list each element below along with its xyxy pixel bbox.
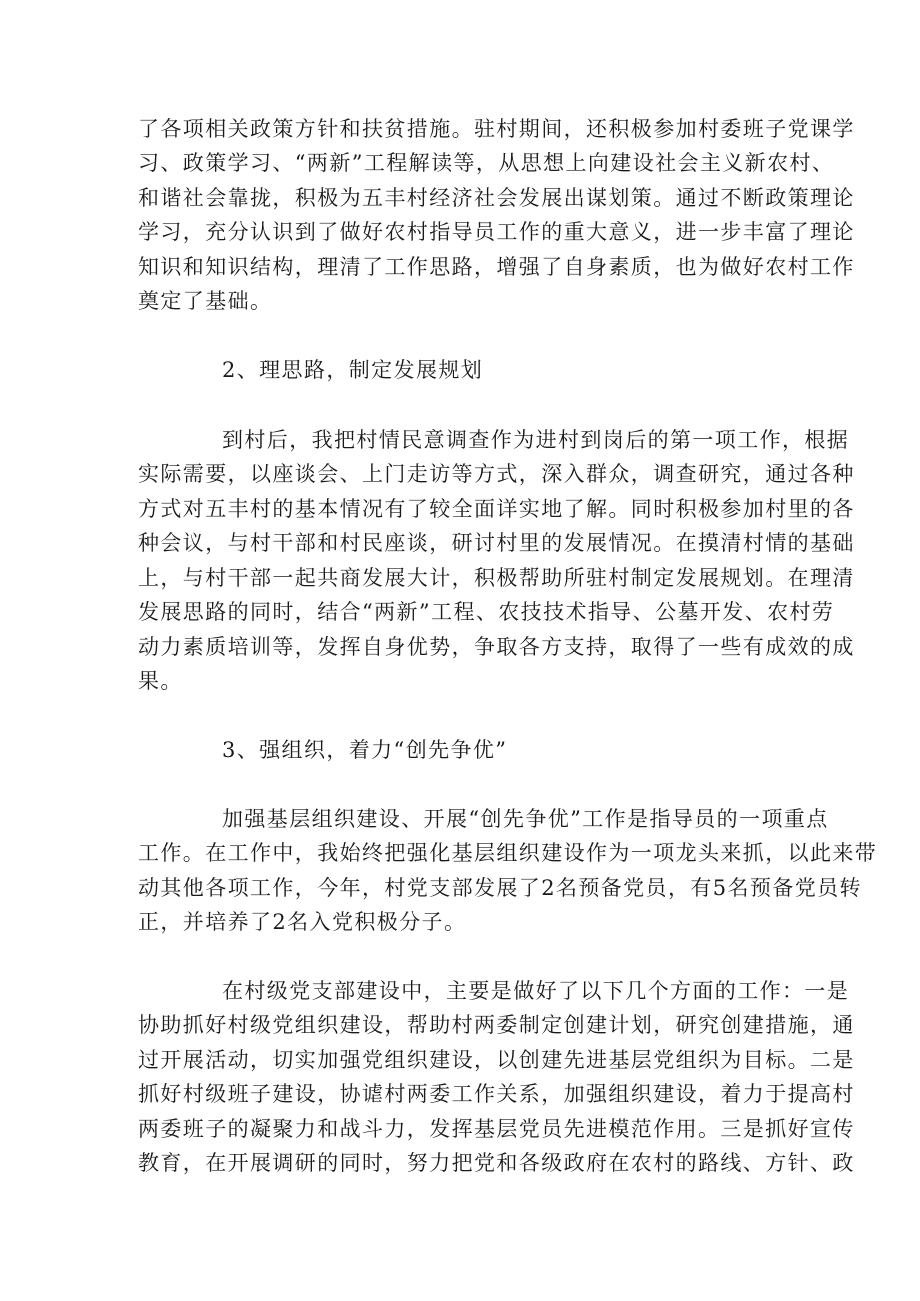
paragraph-3-line: 加强基层组织建设、开展“创先争优”工作是指导员的一项重点 (222, 807, 829, 831)
paragraph-2-line: 到村后，我把村情民意调查作为进村到岗后的第一项工作，根据 (222, 428, 850, 452)
paragraph-1-line: 习、政策学习、“两新”工程解读等，从思想上向建设社会主义新农村、 (138, 151, 835, 175)
paragraph-1-line: 了各项相关政策方针和扶贫措施。驻村期间，还积极参加村委班子党课学 (138, 117, 855, 141)
section-heading-2: 2、理思路，制定发展规划 (222, 358, 484, 382)
section-heading-3: 3、强组织，着力“创先争优” (222, 738, 508, 762)
paragraph-3-line: 工作。在工作中，我始终把强化基层组织建设作为一项龙头来抓，以此来带 (138, 841, 878, 865)
paragraph-4-line: 过开展活动，切实加强党组织建设，以创建先进基层党组织为目标。二是 (138, 1048, 855, 1072)
paragraph-3-line: 正，并培养了2名入党积极分子。 (138, 910, 467, 934)
paragraph-4-line: 抓好村级班子建设，协谑村两委工作关系，加强组织建设，着力于提高村 (138, 1082, 855, 1106)
paragraph-2-line: 上，与村干部一起共商发展大计，积极帮助所驻村制定发展规划。在理清 (138, 566, 855, 590)
paragraph-2-line: 实际需要，以座谈会、上门走访等方式，深入群众，调查研究，通过各种 (138, 462, 855, 486)
paragraph-1-line: 奠定了基础。 (138, 289, 273, 313)
paragraph-4-line: 在村级党支部建设中，主要是做好了以下几个方面的工作：一是 (222, 979, 850, 1003)
paragraph-4-line: 协助抓好村级党组织建设，帮助村两委制定创建计划，研究创建措施，通 (138, 1013, 855, 1037)
paragraph-4-line: 两委班子的凝聚力和战斗力，发挥基层党员先进模范作用。三是抓好宣传 (138, 1117, 855, 1141)
paragraph-1-line: 和谐社会靠拢，积极为五丰村经济社会发展出谋划策。通过不断政策理论 (138, 186, 855, 210)
paragraph-1-line: 知识和知识结构，理清了工作思路，增强了自身素质，也为做好农村工作 (138, 255, 855, 279)
paragraph-1-line: 学习，充分认识到了做好农村指导员工作的重大意义，进一步丰富了理论 (138, 220, 855, 244)
paragraph-4-line: 教育，在开展调研的同时，努力把党和各级政府在农村的路线、方针、政 (138, 1151, 855, 1175)
paragraph-2-line: 种会议，与村干部和村民座谈，研讨村里的发展情况。在摸清村情的基础 (138, 531, 855, 555)
paragraph-2-line: 方式对五丰村的基本情况有了较全面详实地了解。同时积极参加村里的各 (138, 497, 855, 521)
paragraph-3-line: 动其他各项工作，今年，村党支部发展了2名预备党员，有5名预备党员转 (138, 876, 862, 900)
paragraph-2-line: 动力素质培训等，发挥自身优势，争取各方支持，取得了一些有成效的成 (138, 635, 855, 659)
paragraph-2-line: 果。 (138, 669, 183, 693)
paragraph-2-line: 发展思路的同时，结合“两新”工程、农技技术指导、公墓开发、农村劳 (138, 600, 835, 624)
